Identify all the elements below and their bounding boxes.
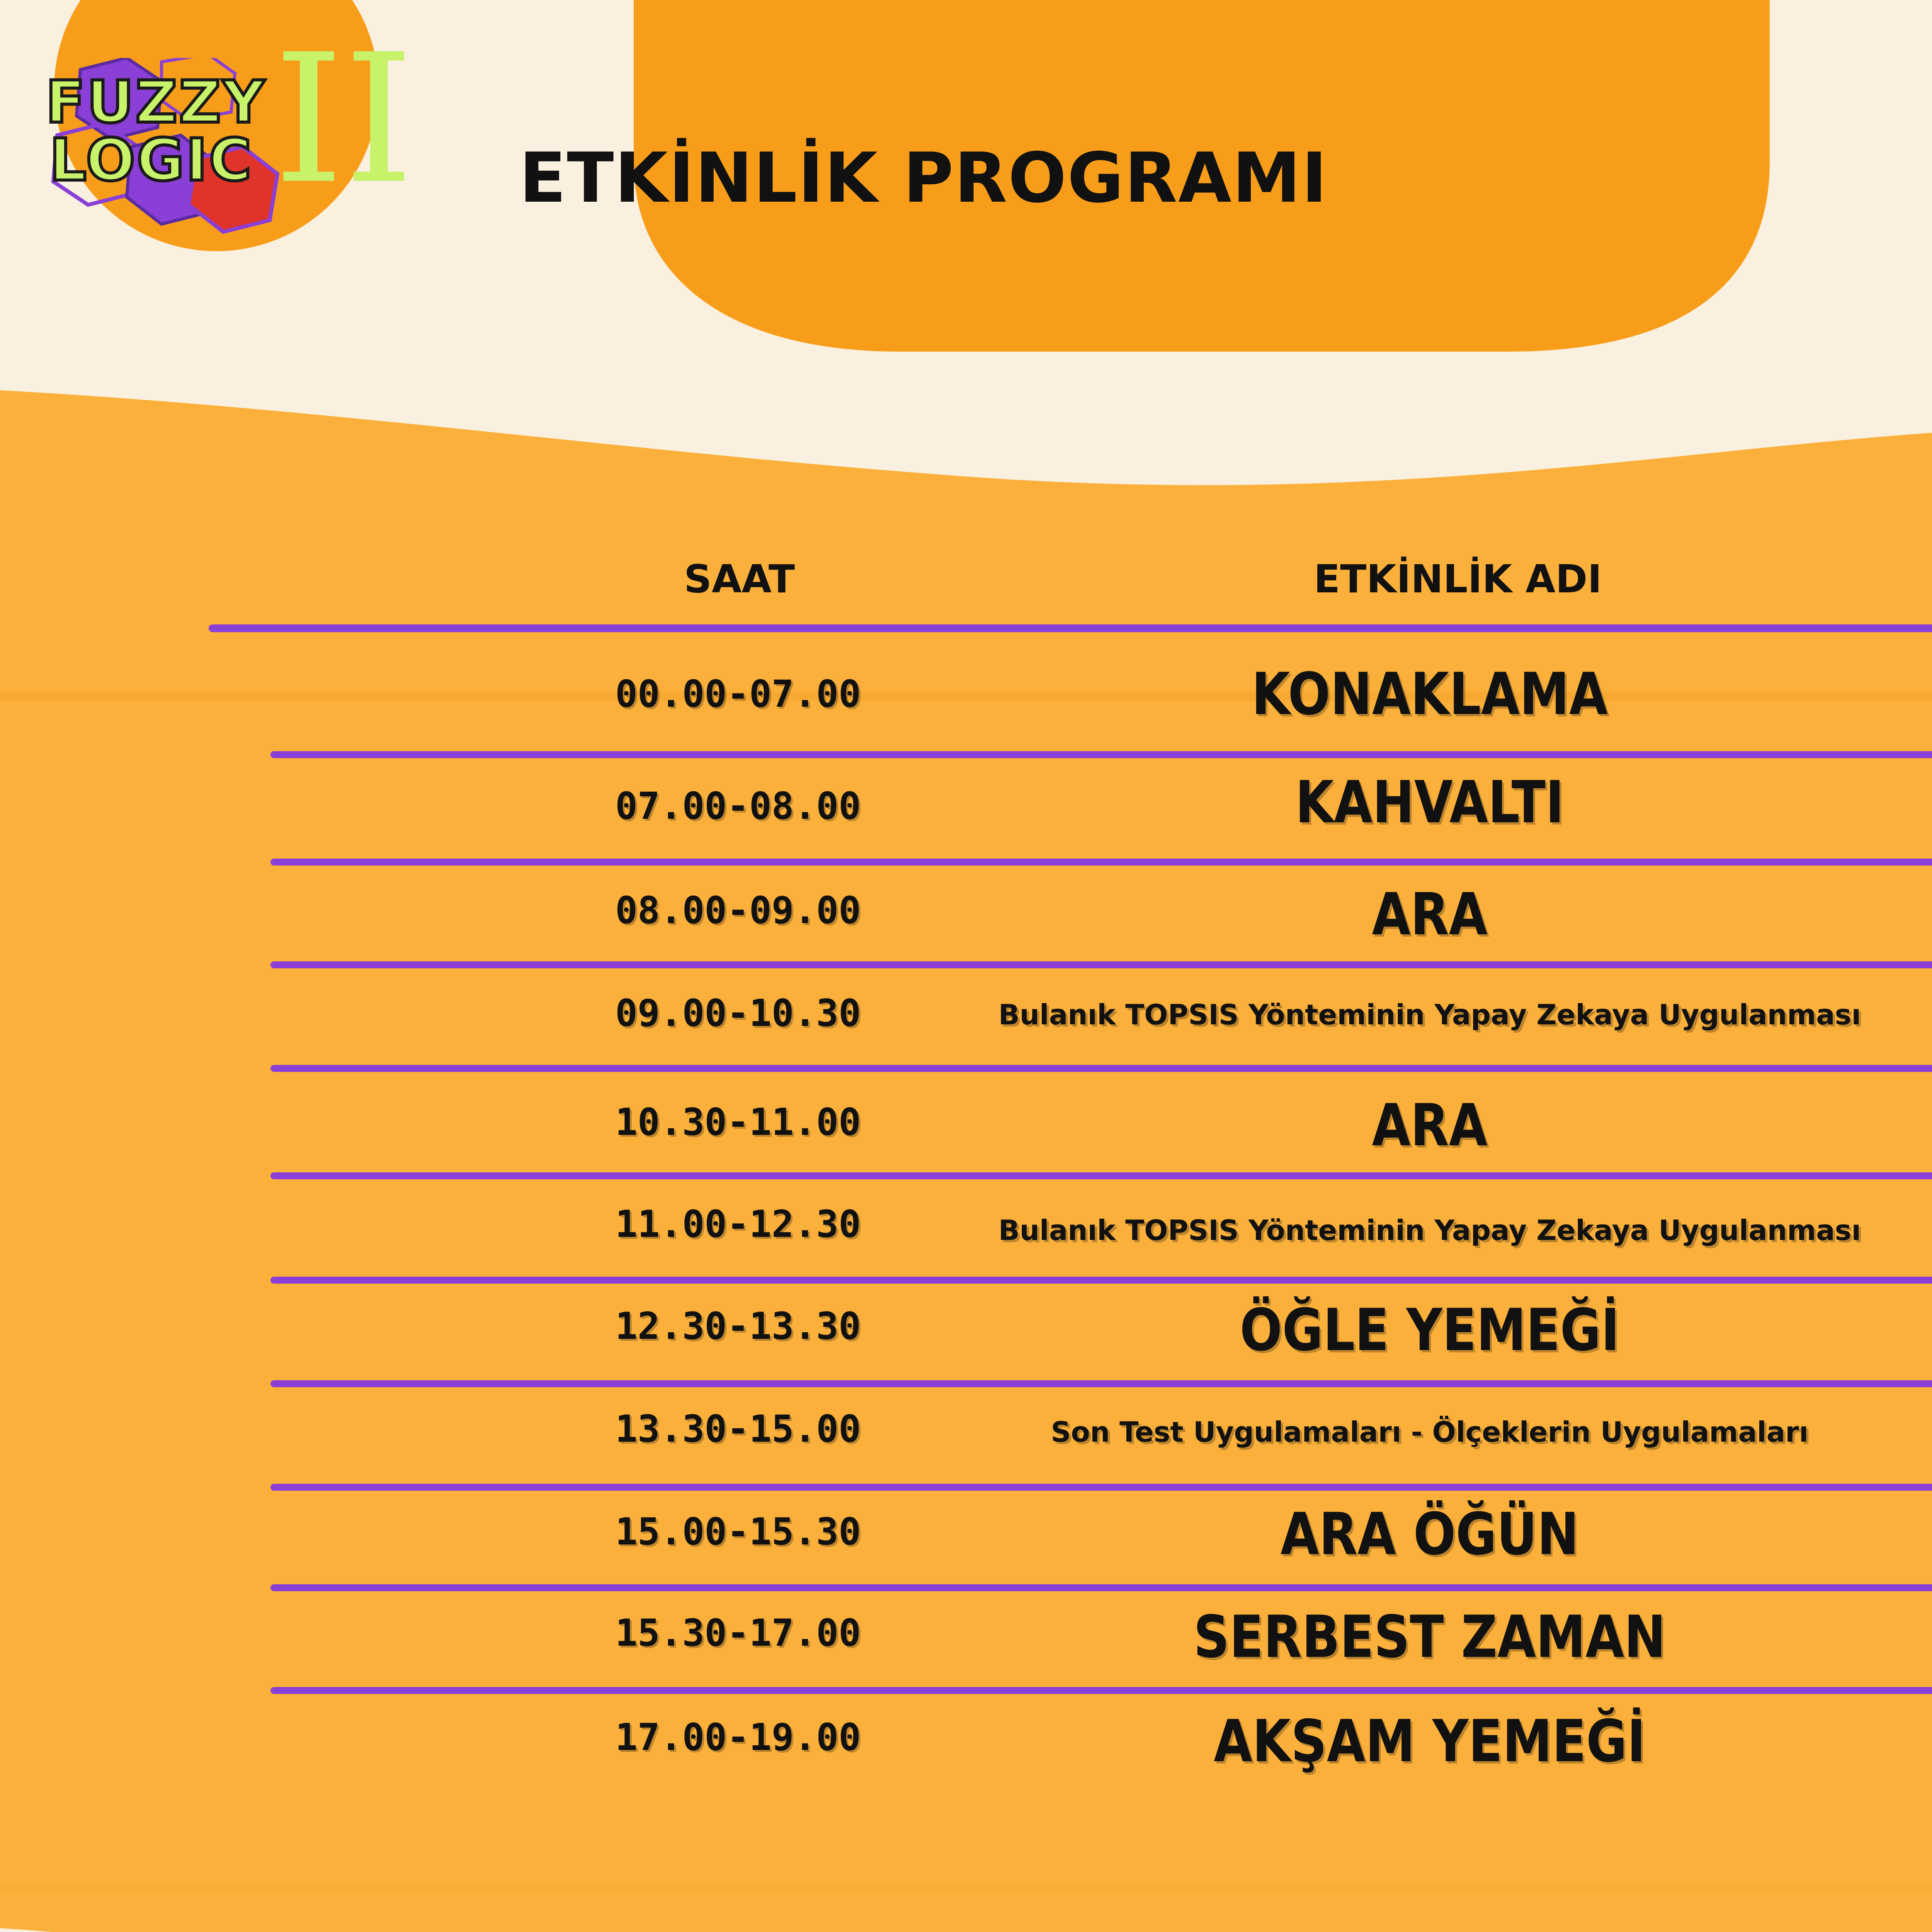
row-divider — [270, 859, 1932, 866]
row-event: AKŞAM YEMEĞİ — [1214, 1708, 1646, 1775]
row-divider — [270, 961, 1932, 968]
row-divider — [270, 1380, 1932, 1387]
column-header-event: ETKİNLİK ADI — [1314, 556, 1602, 602]
logo-text-line2: LOGIC — [49, 127, 253, 194]
row-event: ÖĞLE YEMEĞİ — [1240, 1297, 1620, 1364]
fuzzy-logic-logo — [34, 16, 414, 243]
row-time: 10.30-11.00 — [615, 1100, 861, 1144]
row-time: 00.00-07.00 — [615, 672, 861, 716]
row-event: KAHVALTI — [1295, 769, 1564, 836]
row-event: KONAKLAMA — [1252, 661, 1608, 728]
row-time: 15.00-15.30 — [615, 1510, 861, 1553]
row-divider — [270, 1687, 1932, 1694]
row-time: 07.00-08.00 — [615, 784, 861, 828]
row-event: Son Test Uygulamaları - Ölçeklerin Uygulamaları — [1051, 1416, 1809, 1448]
row-time: 17.00-19.00 — [615, 1716, 861, 1759]
row-event: Bulanık TOPSIS Yönteminin Yapay Zekaya Uygulanması — [998, 1214, 1861, 1247]
row-time: 12.30-13.30 — [615, 1304, 861, 1348]
logo-edition-numeral: II — [274, 16, 414, 223]
row-event: ARA — [1372, 1092, 1488, 1159]
row-time: 11.00-12.30 — [615, 1202, 861, 1246]
row-time: 13.30-15.00 — [615, 1407, 861, 1451]
row-time: 08.00-09.00 — [615, 889, 861, 932]
row-time: 15.30-17.00 — [615, 1611, 861, 1655]
row-event: ARA — [1372, 881, 1488, 948]
row-divider — [270, 751, 1932, 758]
column-header-time: SAAT — [684, 556, 795, 602]
row-event: ARA ÖĞÜN — [1280, 1501, 1579, 1568]
page-title: ETKİNLİK PROGRAMI — [519, 138, 1328, 218]
row-divider — [270, 1484, 1932, 1491]
row-divider — [270, 1277, 1932, 1284]
row-divider — [270, 1065, 1932, 1072]
header-divider — [209, 624, 1932, 632]
row-event: Bulanık TOPSIS Yönteminin Yapay Zekaya Uygulanması — [998, 998, 1861, 1031]
row-event: SERBEST ZAMAN — [1193, 1604, 1666, 1671]
logo-text-line1: FUZZY — [46, 69, 266, 136]
row-divider — [270, 1584, 1932, 1591]
row-time: 09.00-10.30 — [615, 992, 861, 1035]
row-divider — [270, 1172, 1932, 1179]
